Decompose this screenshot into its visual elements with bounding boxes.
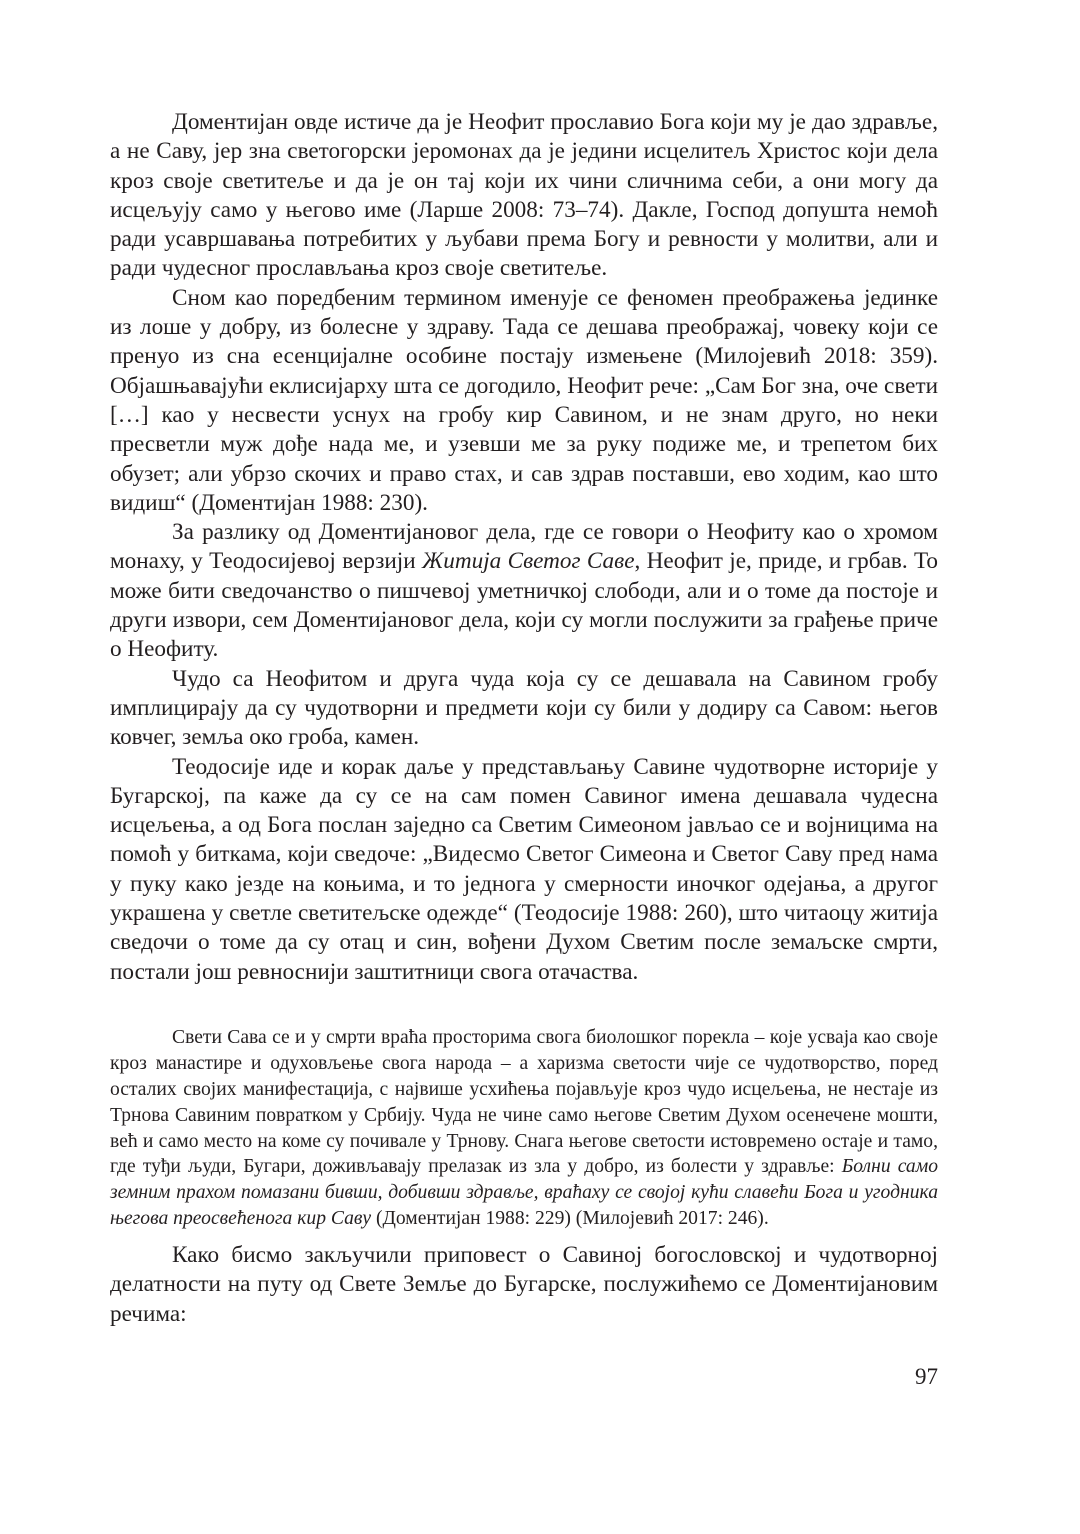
quote-text-a: Свети Сава се и у смрти враћа просторима свога биолошког порекла – које усваја као своје кроз манастире и одуховљење свога народа – а харизма светости чије се чудотворство, поред осталих својих манифестација, с највише усхићења појављује кроз чудо исцељења, не нестаје из Трнова Савиним повратком у Србију. Чуда не чине само његове Светим Духом осенечене мошти, већ и само место на коме су почивале у Трнову. Снага његове светости истовремено остаје и тамо, где туђи људи, Бугари, доживљавају прелазак из зла у добро, из болести у здравље: [110,1026,938,1178]
quote-paragraph [110,1025,938,1232]
paragraph-3-title-italic: Житија Светог Саве [422,548,635,575]
paragraph-3-text-a: За разлику од Доментијановог дела, где се говори о Неофиту као о хромом монаху, у Теодосијевој верзији [110,519,938,575]
paragraph-4: Чудо са Неофитом и друга чуда која су се дешавала на Савином гробу имплицирају да су чудотворни и предмети који су били у додиру са Савом: његов ковчег, земља око гроба, камен. [110,665,938,751]
closing-text [110,1241,938,1329]
body-text [110,108,938,987]
page-content [110,108,938,1329]
quote-text-b: (Доментијан 1988: 229) (Милојевић 2017: 246). [371,1208,769,1230]
quote-italic: Болни само земним прахом помазани бивши, добивши здравље, враћаху се својој кући славећи Бога и угодника његова преосвећенога кир Саву [110,1156,938,1230]
paragraph-3-text-b: , Неофит је, приде, и грбав. То може бити сведочанство о пишчевој уметничкој слободи, али и о томе да постоје и други извори, сем Доментијановог дела, који су могли послужити за грађење приче о Неофиту. [110,548,939,663]
paragraph-2: Сном као поредбеним термином именује се феномен преображења јединке из лоше у добру, из болесне у здраву. Тада се дешава преображај, човеку који се пренуо из сна есенцијалне особине постају измењене (Милојевић 2018: 359). Објашњавајући еклисијарху шта се догодило, Неофит рече: „Сам Бог зна, оче свети […] као у несвести уснух на гробу кир Савином, и не знам друго, но неки пресветли муж дође нада ме, и узевши ме за руку подиже ме, и трепетом бих обузет; али убрзо скочих и право стах, и сав здрав поставши, ево ходим, као што видиш“ (Доментијан 1988: 230). [110,284,938,516]
paragraph-5: Теодосије иде и корак даље у представљању Савине чудотворне историје у Бугарској, па каже да су се на сам помен Савиног имена дешавала чудесна исцељења, а од Бога послан заједно са Светим Симеоном јављао се и војницима на помоћ у биткама, који сведоче: „Видесмо Светог Симеона и Светог Саву пред нама у пуку како језде на коњима, и то једнога у смерности иночког одејања, а другог украшена у светле светитељске одежде“ (Теодосије 1988: 260), што читаоцу житија сведочи о томе да су отац и син, вођени Духом Светим после земаљске смрти, постали још ревноснији заштитници свога отачаства. [110,753,938,985]
paragraph-3 [110,518,938,664]
block-quote [110,1025,938,1232]
closing-paragraph: Како бисмо закључили приповест о Савиној богословској и чудотворној делатности на путу од Свете Земље до Бугарске, послужићемо се Доментијановим речима: [110,1242,938,1327]
paragraph-1: Доментијан овде истиче да је Неофит прославио Бога који му је дао здравље, а не Саву, јер зна светогорски јеромонах да је једини исцелитељ Христос који дела кроз своје светитеље и да је он тај који их чини сличнима себи, а они могу да исцељују само у његово име (Ларше 2008: 73–74). Дакле, Господ допушта немоћ ради усавршавања потребитих у љубави према Богу и ревности у молитви, али и ради чудесног прослављања кроз своје светитеље. [110,109,938,282]
page-number: 97 [915,1364,938,1389]
